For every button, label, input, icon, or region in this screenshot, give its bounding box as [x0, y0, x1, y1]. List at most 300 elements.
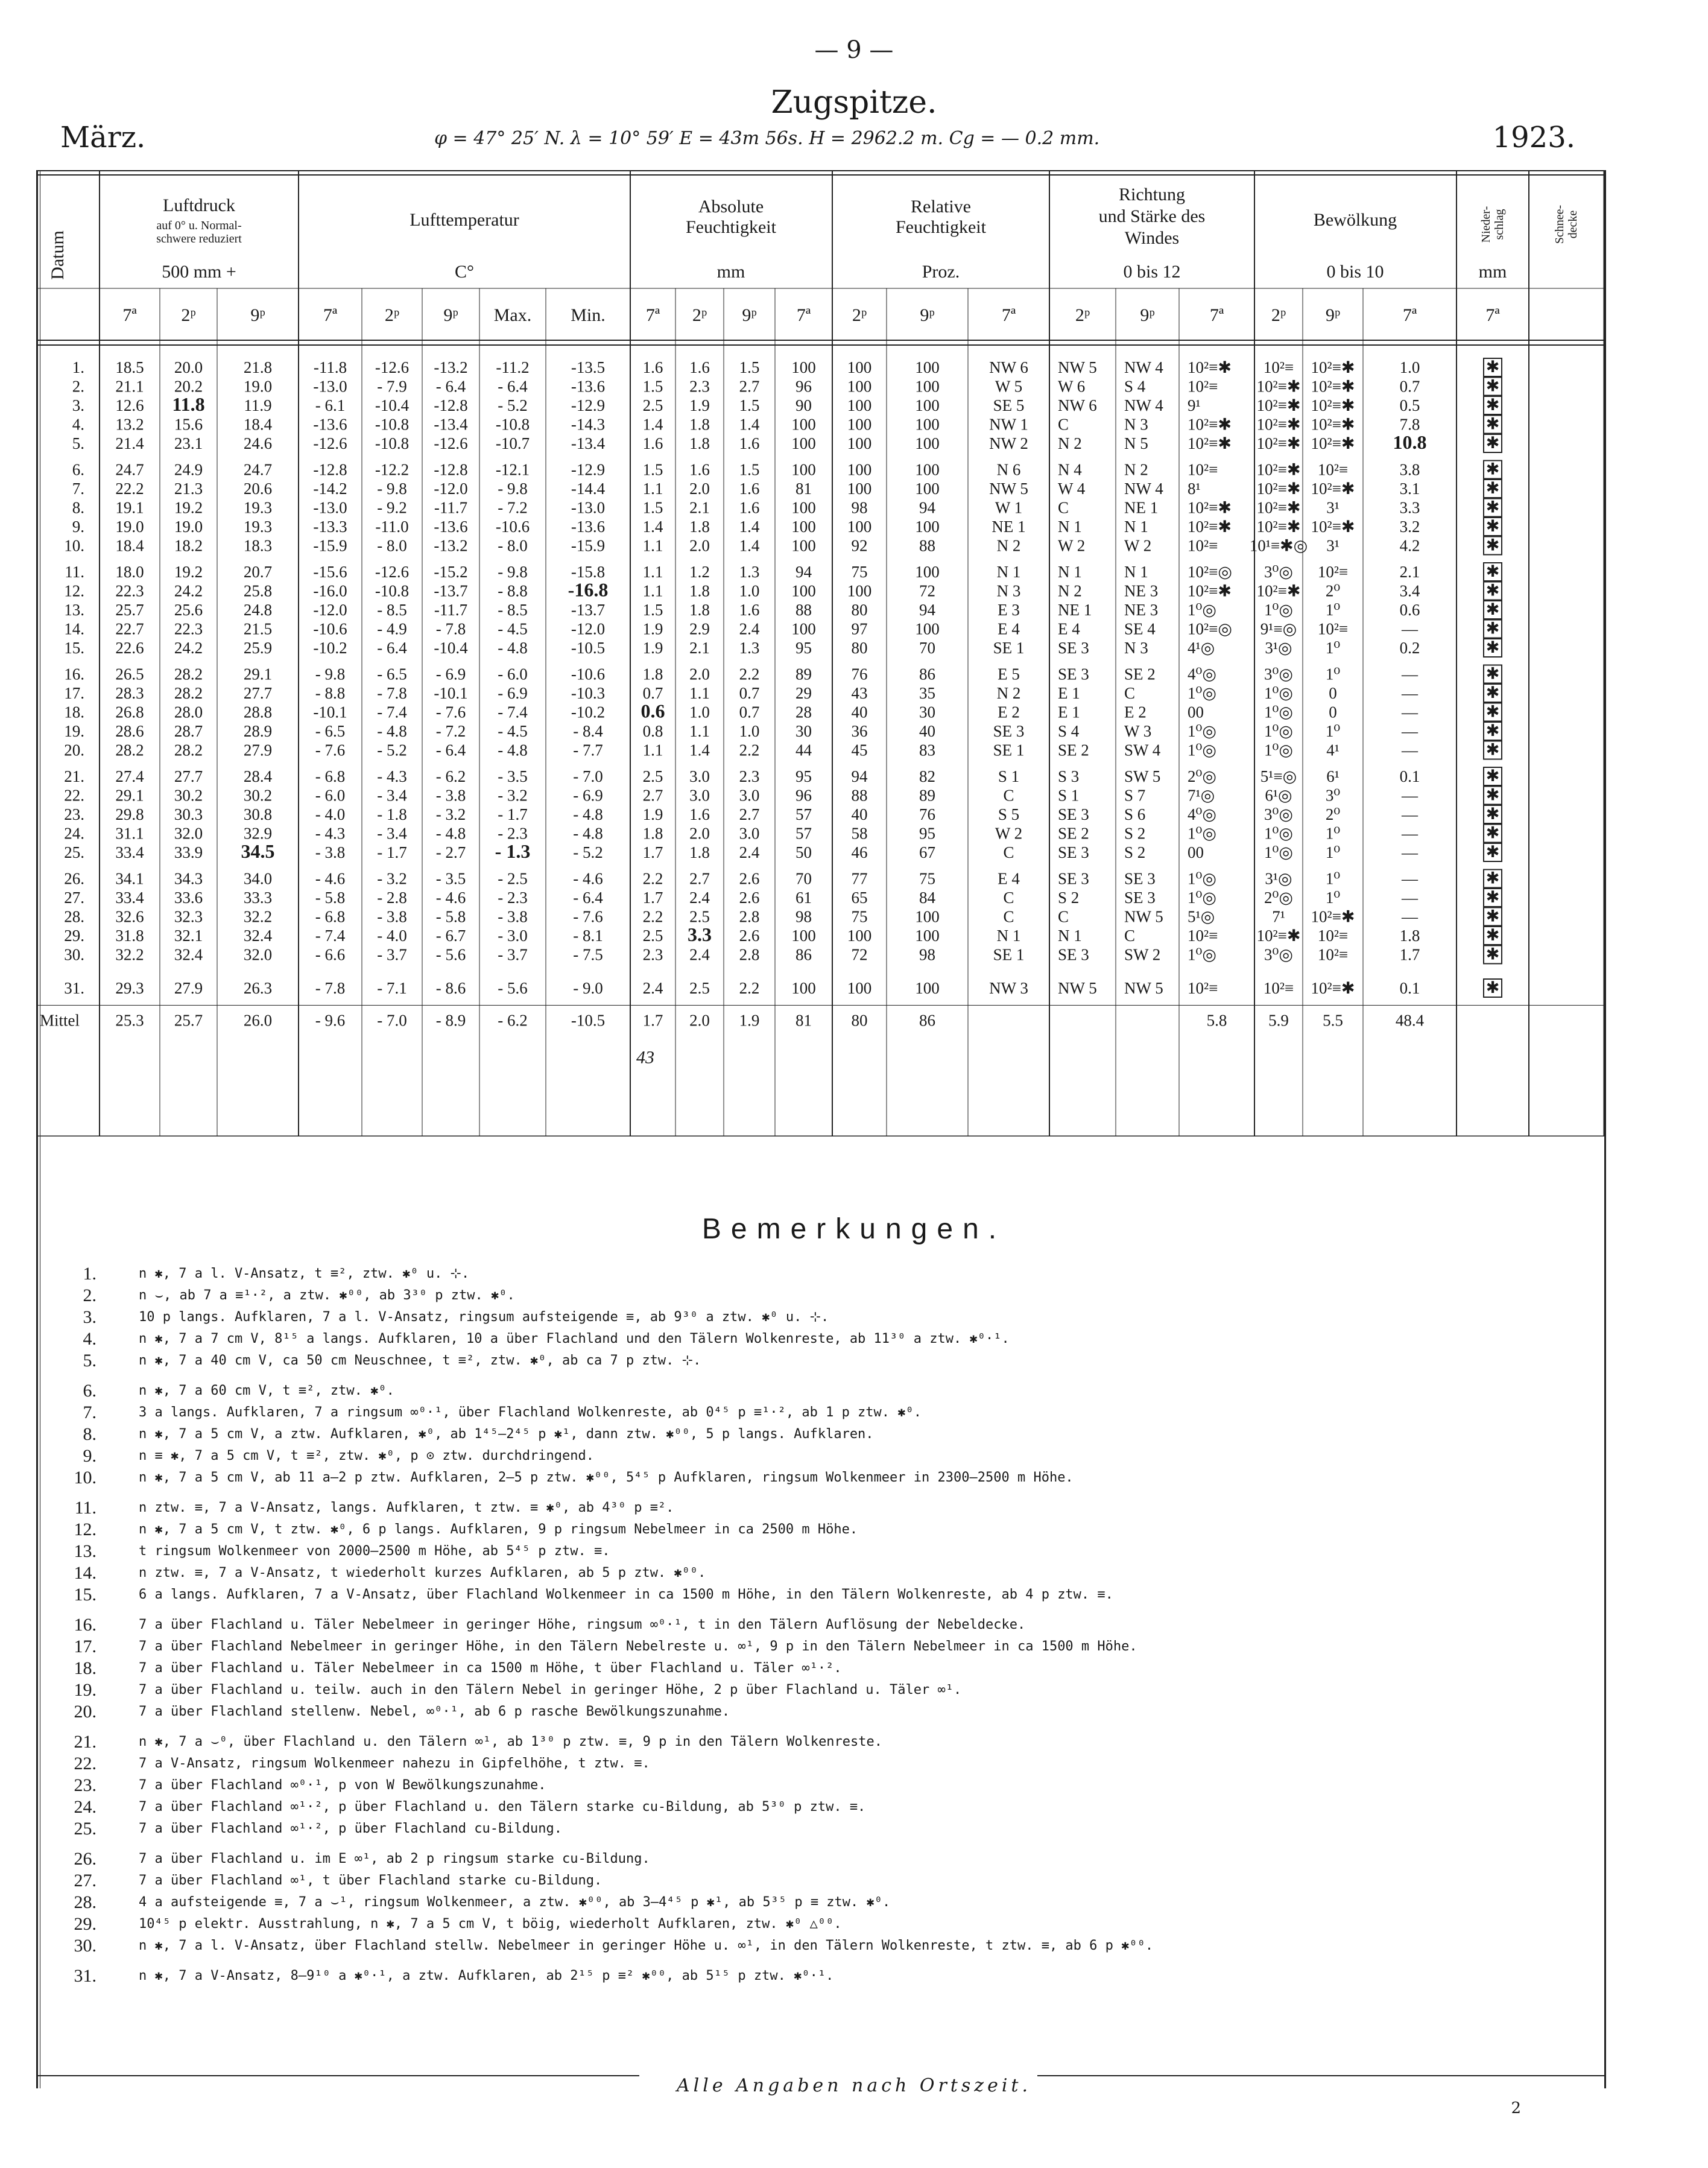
table-cell: 1.1 [642, 741, 663, 759]
table-cell: 2.1 [1399, 563, 1420, 581]
table-cell: 100 [791, 358, 816, 376]
table-cell: -10.7 [495, 434, 530, 452]
table-cell: - 7.8 [377, 684, 407, 702]
table-cell: 2.9 [689, 620, 710, 638]
table-cell: 2.2 [642, 869, 663, 888]
table-cell: -11.7 [434, 601, 468, 619]
table-cell: 83 [919, 741, 935, 759]
table-cell: 1⁰◎ [1264, 824, 1293, 843]
table-cell: S 5 [998, 805, 1020, 823]
table-cell: 89 [795, 665, 812, 683]
table-cell: - 6.1 [315, 396, 346, 414]
table-cell: 21.4 [115, 434, 144, 452]
table-cell: - 7.0 [573, 767, 603, 785]
table-cell: 24.7 [243, 460, 273, 479]
table-cell: -13.6 [571, 518, 606, 536]
table-cell: 29.1 [243, 665, 273, 683]
table-subheader-tmin: Min. [571, 305, 606, 325]
table-cell: 32.4 [174, 945, 203, 964]
table-cell: -13.4 [434, 415, 468, 434]
table-cell: — [1402, 907, 1418, 926]
table-cell: 1.0 [739, 582, 760, 600]
table-group-precip-2: schlag [1493, 209, 1506, 240]
table-cell: 10²≡✱ [1188, 415, 1232, 434]
table-cell: 1⁰◎ [1188, 824, 1216, 843]
table-cell: 3⁰ [1325, 786, 1341, 805]
table-cell: 86 [795, 945, 812, 964]
table-cell: S 1 [998, 767, 1020, 785]
table-cell: NW 5 [1058, 358, 1097, 376]
table-cell: - 8.5 [498, 601, 528, 619]
table-cell: - 7.6 [573, 907, 603, 926]
table-cell: - 8.1 [573, 927, 603, 945]
table-cell: N 3 [1124, 415, 1148, 434]
table-cell: - 6.6 [315, 945, 346, 964]
remark-text: n ✱, 7 a 60 cm V, t ≡², ztw. ✱⁰. [139, 1383, 394, 1398]
table-cell: -10.4 [375, 396, 410, 414]
table-cell: 18.5 [115, 358, 144, 376]
table-cell: - 9.8 [315, 665, 346, 683]
table-cell: - 4.8 [573, 805, 603, 823]
table-day-number: 16. [64, 665, 84, 683]
table-cell: 22.2 [115, 480, 144, 498]
table-cell: 70 [919, 639, 935, 657]
table-cell: 10²≡ [1263, 358, 1294, 376]
remark-row [36, 1402, 1640, 1424]
table-cell: NW 5 [1058, 979, 1097, 997]
table-cell: -10.8 [375, 415, 410, 434]
table-cell: 19.0 [115, 518, 144, 536]
table-cell: 100 [791, 498, 816, 517]
table-cell: 30.2 [174, 786, 203, 805]
table-cell: 33.3 [243, 889, 273, 907]
table-cell: 1.8 [642, 824, 663, 843]
remark-row [36, 1497, 1640, 1519]
table-cell: -14.2 [313, 480, 347, 498]
table-cell: - 8.5 [377, 601, 407, 619]
table-cell: 1.1 [642, 582, 663, 600]
table-cell: 18.4 [115, 536, 144, 555]
table-cell: S 6 [1124, 805, 1146, 823]
remark-row [36, 1892, 1640, 1913]
table-cell: - 8.0 [377, 536, 407, 555]
remark-day: 26. [74, 1849, 96, 1869]
table-mittel-cell: 81 [795, 1011, 812, 1030]
table-cell: - 6.4 [435, 377, 466, 396]
table-cell: 31.1 [115, 824, 144, 843]
table-cell: 1.5 [739, 396, 760, 414]
table-cell: - 4.8 [377, 722, 407, 740]
table-cell: -13.7 [434, 582, 468, 600]
table-cell: -13.7 [571, 601, 606, 619]
remark-row [36, 1467, 1640, 1489]
table-cell: 27.4 [115, 767, 144, 785]
table-mittel-cell: 26.0 [243, 1011, 273, 1030]
snow-cover-mark: ✱ [1485, 600, 1500, 618]
table-cell: 2.2 [739, 979, 760, 997]
table-cell: - 6.7 [435, 927, 466, 945]
table-cell: - 4.0 [377, 927, 407, 945]
table-cell: - 2.7 [435, 843, 466, 861]
table-cell: — [1402, 889, 1418, 907]
table-cell: 27.9 [174, 979, 203, 997]
table-unit-precip: mm [1478, 262, 1507, 282]
table-cell: 9¹ [1188, 396, 1201, 414]
table-cell: 57 [795, 824, 812, 843]
table-cell: E 5 [998, 665, 1020, 683]
table-cell: - 7.4 [377, 703, 407, 721]
table-subheader-t7: 7ª [1402, 305, 1417, 325]
table-cell: - 3.0 [498, 927, 528, 945]
table-cell: 5¹≡◎ [1260, 767, 1297, 785]
remark-row [36, 1307, 1640, 1328]
table-day-number: 22. [64, 786, 84, 805]
table-cell: 1⁰◎ [1188, 741, 1216, 759]
table-cell: 100 [915, 518, 940, 536]
table-cell: 1⁰◎ [1264, 722, 1293, 740]
remark-text: 7 a über Flachland u. Täler Nebelmeer in ca 1500 m Höhe, t über Flachland u. Täler ∞¹·². [139, 1661, 842, 1676]
table-cell: 1.3 [739, 639, 760, 657]
table-cell: 2.3 [642, 945, 663, 964]
table-cell: 2.2 [739, 741, 760, 759]
remark-row [36, 1350, 1640, 1372]
remark-row [36, 1562, 1640, 1584]
table-cell: 1.8 [689, 415, 710, 434]
table-cell: 75 [851, 563, 868, 581]
table-cell: 25.6 [174, 601, 203, 619]
table-cell: SE 3 [1058, 639, 1089, 657]
remark-text: n ≡ ✱, 7 a 5 cm V, t ≡², ztw. ✱⁰, p ⊙ ztw. durchdringend. [139, 1448, 594, 1463]
table-cell: 10²≡ [1317, 563, 1349, 581]
table-cell: 1.1 [642, 536, 663, 555]
table-cell: NW 4 [1124, 480, 1163, 498]
table-cell: 1.5 [739, 358, 760, 376]
table-cell: 75 [851, 907, 868, 926]
table-cell: 27.9 [243, 741, 273, 759]
table-cell: - 2.8 [377, 889, 407, 907]
table-cell: 22.3 [115, 582, 144, 600]
table-cell: 81 [795, 480, 812, 498]
table-cell: 10²≡✱ [1188, 434, 1232, 452]
table-group-wind-1: Richtung [1119, 185, 1185, 204]
table-cell: 2.2 [739, 665, 760, 683]
table-cell: 3.0 [739, 786, 760, 805]
table-cell: - 4.6 [435, 889, 466, 907]
table-cell: 1.6 [739, 480, 760, 498]
snow-cover-mark: ✱ [1485, 619, 1500, 638]
table-col-datum: Datum [48, 230, 68, 280]
table-cell: 1.5 [739, 460, 760, 479]
table-cell: — [1402, 665, 1418, 683]
table-cell: 61 [795, 889, 812, 907]
remark-day: 29. [74, 1914, 96, 1934]
table-cell: 7.8 [1399, 415, 1420, 434]
table-cell: 1.6 [689, 805, 710, 823]
table-cell: 33.4 [115, 843, 144, 861]
snow-cover-mark: ✱ [1485, 683, 1500, 702]
table-cell: 40 [851, 805, 868, 823]
remark-day: 16. [74, 1615, 96, 1635]
table-cell: 28 [795, 703, 812, 721]
table-cell: — [1402, 805, 1418, 823]
table-day-number: 25. [64, 843, 84, 861]
table-cell: 2.7 [689, 869, 710, 888]
table-mittel-label: Mittel [40, 1011, 80, 1030]
table-cell: 100 [791, 460, 816, 479]
table-cell: 0 [1329, 703, 1337, 721]
table-cell: 7¹◎ [1188, 786, 1215, 805]
table-cell: - 6.0 [498, 665, 528, 683]
table-cell: - 1.7 [377, 843, 407, 861]
remark-text: 4 a aufsteigende ≡, 7 a ⌣¹, ringsum Wolkenmeer, a ztw. ✱⁰⁰, ab 3–4⁴⁵ p ✱¹, ab 5³⁵ p ≡ ztw. ✱⁰. [139, 1895, 891, 1910]
month-label: März. [60, 121, 146, 154]
table-cell: 4⁰◎ [1188, 805, 1216, 823]
remarks-list [36, 1263, 1640, 1987]
remark-row [36, 1380, 1640, 1402]
remark-text: 7 a über Flachland Nebelmeer in geringer Höhe, in den Tälern Nebelreste u. ∞¹, 9 p in den Tälern Nebelmeer in ca 1500 m Höhe. [139, 1639, 1137, 1654]
station-coordinates: φ = 47° 25′ N. λ = 10° 59′ E = 43m 56s. H = 2962.2 m. Cg = — 0.2 mm. [434, 128, 1100, 149]
table-cell: 24.2 [174, 639, 203, 657]
table-cell: SW 5 [1124, 767, 1161, 785]
remark-text: n ✱, 7 a ⌣⁰, über Flachland u. den Tälern ∞¹, ab 1³⁰ p ztw. ≡, 9 p in den Tälern Wolkenreste. [139, 1734, 883, 1749]
table-cell: -10.3 [571, 684, 606, 702]
table-cell: 3¹ [1326, 498, 1340, 517]
table-cell: — [1402, 620, 1418, 638]
table-cell: 0.8 [642, 722, 663, 740]
table-cell: -10.8 [375, 434, 410, 452]
table-cell: 34.3 [174, 869, 203, 888]
snow-cover-mark: ✱ [1485, 823, 1500, 842]
table-day-number: 29. [64, 927, 84, 945]
table-cell: 10²≡ [1188, 927, 1218, 945]
table-cell: - 3.4 [377, 824, 407, 843]
table-cell: 1.4 [739, 536, 760, 555]
remark-day: 2. [83, 1285, 96, 1305]
remark-text: 7 a V-Ansatz, ringsum Wolkenmeer nahezu in Gipfelhöhe, t ztw. ≡. [139, 1756, 650, 1771]
table-cell: 100 [791, 415, 816, 434]
snow-cover-mark: ✱ [1485, 869, 1500, 887]
table-cell: 18.0 [115, 563, 144, 581]
snow-cover-mark: ✱ [1485, 638, 1500, 656]
table-cell: 100 [847, 480, 872, 498]
table-cell: N 1 [1124, 563, 1148, 581]
table-cell: 25.7 [115, 601, 144, 619]
table-cell: 22.7 [115, 620, 144, 638]
table-cell: 1⁰◎ [1188, 889, 1216, 907]
remark-text: n ztw. ≡, 7 a V-Ansatz, langs. Aufklaren, t ztw. ≡ ✱⁰, ab 4³⁰ p ≡². [139, 1500, 674, 1515]
table-cell: SE 3 [1058, 843, 1089, 861]
table-cell: - 7.6 [435, 703, 466, 721]
table-cell: N 2 [1124, 460, 1148, 479]
table-cell: 24.7 [115, 460, 144, 479]
table-cell: -13.0 [313, 498, 347, 517]
table-cell: 20.2 [174, 377, 203, 396]
table-cell: 25.8 [243, 582, 273, 600]
table-unit-abs: mm [716, 262, 745, 282]
table-cell: 2.4 [642, 979, 663, 997]
table-cell: 11.8 [172, 393, 205, 415]
table-cell: 10²≡ [1317, 927, 1349, 945]
table-cell: - 4.6 [573, 869, 603, 888]
year-label: 1923. [1492, 121, 1575, 154]
snow-cover-mark: ✱ [1485, 978, 1500, 997]
table-cell: NE 3 [1124, 582, 1159, 600]
remark-text: t ringsum Wolkenmeer von 2000–2500 m Höhe, ab 5⁴⁵ p ztw. ≡. [139, 1544, 610, 1559]
remark-day: 24. [74, 1797, 96, 1817]
table-cell: 2.1 [689, 498, 710, 517]
table-day-number: 19. [64, 722, 84, 740]
snow-cover-mark: ✱ [1485, 664, 1500, 683]
table-cell: -10.1 [434, 684, 468, 702]
table-cell: - 5.2 [377, 741, 407, 759]
table-cell: — [1402, 703, 1418, 721]
table-cell: W 1 [995, 498, 1023, 517]
table-cell: 32.0 [243, 945, 273, 964]
table-day-number: 6. [72, 460, 84, 479]
table-cell: - 4.8 [498, 639, 528, 657]
table-cell: 2.0 [689, 824, 710, 843]
table-cell: 28.4 [243, 767, 273, 785]
table-subheader-t7: 7ª [796, 305, 811, 325]
snow-cover-mark: ✱ [1485, 414, 1500, 433]
snow-cover-mark: ✱ [1485, 843, 1500, 861]
table-cell: C [1003, 843, 1014, 861]
remark-text: 7 a über Flachland ∞¹, t über Flachland starke cu-Bildung. [139, 1873, 603, 1888]
table-cell: -13.6 [571, 377, 606, 396]
remark-row [36, 1328, 1640, 1350]
table-cell: 0.2 [1399, 639, 1420, 657]
table-cell: 1⁰ [1325, 824, 1341, 843]
table-cell: 1⁰◎ [1188, 722, 1216, 740]
table-cell: 80 [851, 601, 868, 619]
table-cell: 10²≡✱ [1311, 358, 1355, 376]
table-cell: SE 4 [1124, 620, 1156, 638]
table-cell: 95 [795, 767, 812, 785]
table-cell: 19.2 [174, 498, 203, 517]
table-cell: 6¹◎ [1265, 786, 1292, 805]
table-cell: 10²≡✱ [1256, 498, 1301, 517]
snow-cover-mark: ✱ [1485, 562, 1500, 580]
table-cell: 32.6 [115, 907, 144, 926]
table-cell: 1.5 [642, 498, 663, 517]
table-cell: -13.0 [313, 377, 347, 396]
table-mittel-cell: 2.0 [689, 1011, 710, 1030]
table-day-number: 1. [72, 358, 84, 376]
table-cell: SE 1 [993, 741, 1025, 759]
table-cell: 2.5 [689, 907, 710, 926]
table-cell: - 4.8 [573, 824, 603, 843]
remark-day: 17. [74, 1637, 96, 1656]
table-cell: 3.3 [1399, 498, 1420, 517]
table-cell: 7¹ [1272, 907, 1285, 926]
table-mittel-cell: 5.8 [1206, 1011, 1227, 1030]
remark-text: 7 a über Flachland ∞¹·², p über Flachland cu-Bildung. [139, 1821, 562, 1836]
snow-cover-mark: ✱ [1485, 702, 1500, 721]
table-cell: 29.8 [115, 805, 144, 823]
table-cell: 1⁰◎ [1264, 684, 1293, 702]
table-cell: S 1 [1058, 786, 1080, 805]
remark-text: n ✱, 7 a 7 cm V, 8¹⁵ a langs. Aufklaren, 10 a über Flachland und den Tälern Wolkenreste, ab 11³⁰ a ztw. ✱⁰·¹. [139, 1331, 1010, 1346]
table-cell: SE 5 [993, 396, 1025, 414]
table-cell: 1.0 [1399, 358, 1420, 376]
table-cell: NE 3 [1124, 601, 1159, 619]
table-group-rel-2: Feuchtigkeit [896, 217, 986, 237]
table-subheader-t9: 9ᵖ [920, 305, 935, 325]
snow-cover-mark: ✱ [1485, 767, 1500, 785]
table-cell: W 2 [1124, 536, 1152, 555]
remark-row [36, 1445, 1640, 1467]
table-cell: 27.7 [243, 684, 273, 702]
remark-text: n ✱, 7 a 5 cm V, a ztw. Aufklaren, ✱⁰, ab 1⁴⁵–2⁴⁵ p ✱¹, dann ztw. ✱⁰⁰, 5 p langs. Aufklaren. [139, 1427, 874, 1442]
table-cell: - 6.9 [498, 684, 528, 702]
table-day-number: 10. [64, 536, 84, 555]
table-cell: - 4.3 [315, 824, 346, 843]
table-cell: 45 [851, 741, 868, 759]
table-cell: 0.7 [739, 703, 760, 721]
snow-cover-mark: ✱ [1485, 785, 1500, 804]
table-cell: - 5.6 [498, 979, 528, 997]
table-cell: 1.8 [689, 843, 710, 861]
table-cell: 100 [791, 536, 816, 555]
table-cell: SE 3 [1058, 805, 1089, 823]
table-cell: 3⁰◎ [1264, 665, 1293, 683]
remark-text: n ⌣, ab 7 a ≡¹·², a ztw. ✱⁰⁰, ab 3³⁰ p ztw. ✱⁰. [139, 1288, 515, 1303]
snow-cover-mark: ✱ [1485, 498, 1500, 516]
table-cell: -10.1 [313, 703, 347, 721]
table-group-luftdruck-sub2: schwere reduziert [156, 232, 242, 246]
table-cell: - 1.3 [495, 840, 531, 862]
table-cell: 32.2 [243, 907, 273, 926]
table-cell: -13.0 [571, 498, 606, 517]
table-cell: -10.4 [434, 639, 468, 657]
table-cell: -12.9 [571, 460, 606, 479]
remark-row [36, 1658, 1640, 1679]
table-day-number: 31. [64, 979, 84, 997]
table-day-number: 8. [72, 498, 84, 517]
table-cell: 29.1 [115, 786, 144, 805]
table-cell: NW 5 [1124, 907, 1163, 926]
table-cell: - 7.2 [498, 498, 528, 517]
snow-cover-mark: ✱ [1485, 479, 1500, 497]
table-cell: SE 3 [993, 722, 1025, 740]
table-cell: 10²≡✱ [1256, 434, 1301, 452]
table-cell: 24.9 [174, 460, 203, 479]
snow-cover-mark: ✱ [1485, 926, 1500, 944]
table-cell: 1.1 [642, 480, 663, 498]
table-cell: E 2 [1124, 703, 1147, 721]
remark-row [36, 1731, 1640, 1753]
table-cell: - 3.5 [435, 869, 466, 888]
table-cell: 1.9 [642, 620, 663, 638]
table-cell: 19.1 [115, 498, 144, 517]
table-group-snow-2: decke [1566, 210, 1580, 239]
table-cell: 10²≡✱ [1256, 582, 1301, 600]
table-day-number: 20. [64, 741, 84, 759]
table-cell: 5¹◎ [1188, 907, 1215, 926]
table-cell: 100 [847, 460, 872, 479]
table-cell: -14.4 [571, 480, 606, 498]
table-cell: 35 [919, 684, 935, 702]
remark-row [36, 1424, 1640, 1445]
table-cell: 10²≡✱ [1311, 415, 1355, 434]
table-cell: - 4.0 [315, 805, 346, 823]
remark-day: 5. [83, 1351, 96, 1371]
table-cell: 98 [851, 498, 868, 517]
snow-cover-mark: ✱ [1485, 460, 1500, 478]
table-cell: 100 [847, 415, 872, 434]
table-day-number: 17. [64, 684, 84, 702]
table-cell: 27.7 [174, 767, 203, 785]
